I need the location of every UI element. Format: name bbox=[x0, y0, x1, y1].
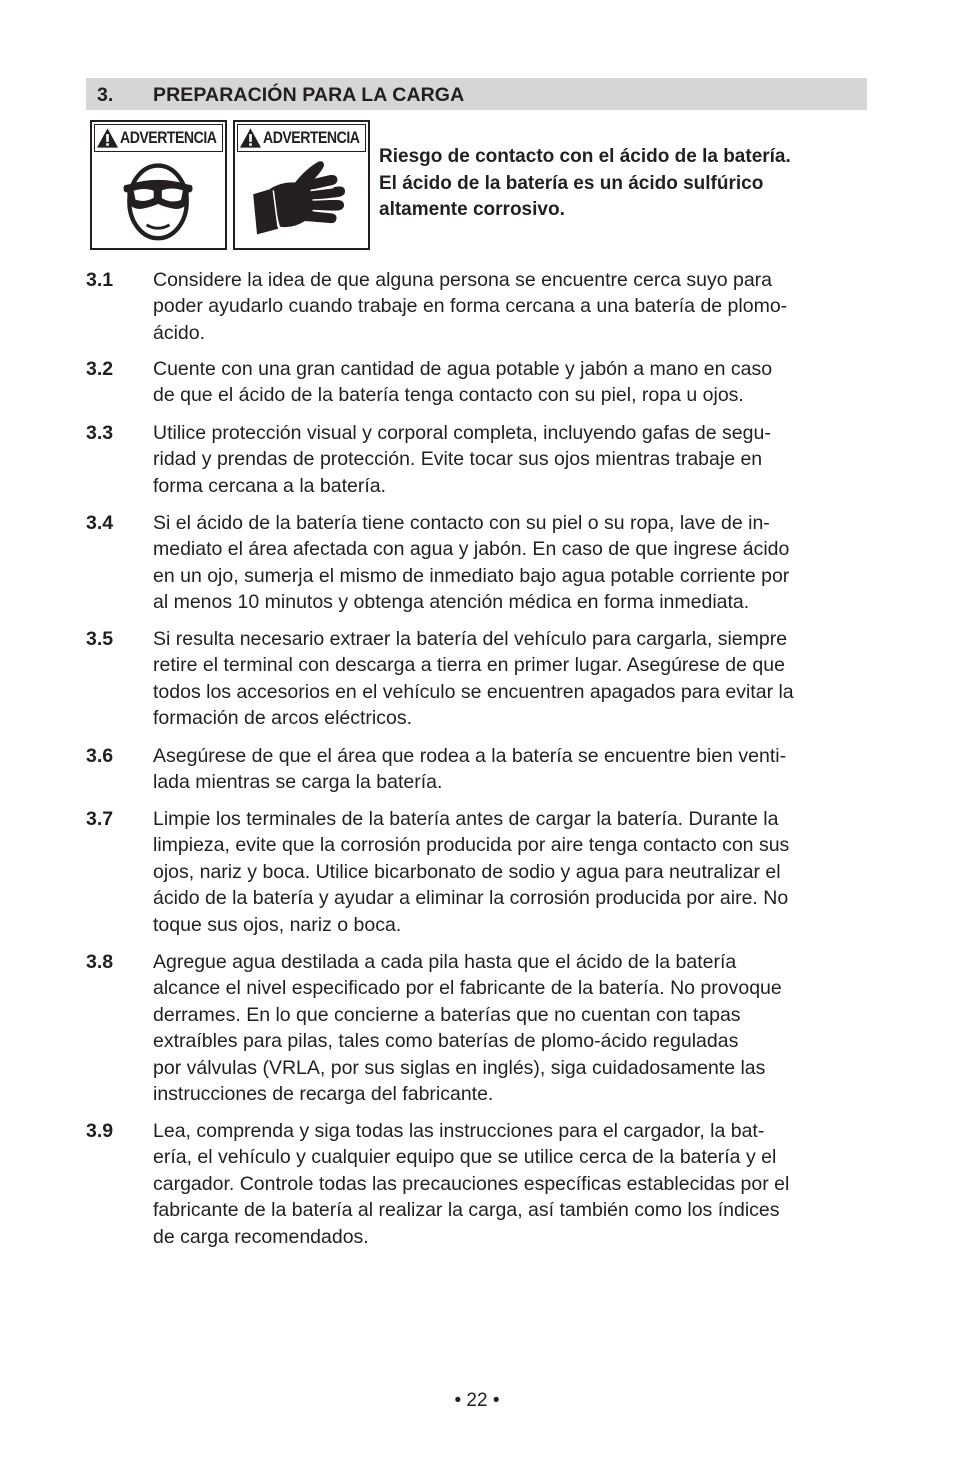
item-line: fabricante de la batería al realizar la carga, así también como los índices bbox=[153, 1199, 780, 1222]
item-line: Si el ácido de la batería tiene contacto con su piel o su ropa, lave de in- bbox=[153, 512, 770, 534]
section-title: PREPARACIÓN PARA LA CARGA bbox=[153, 84, 465, 106]
item-number: 3.6 bbox=[86, 745, 114, 767]
item-number: 3.1 bbox=[86, 269, 114, 291]
item-line: forma cercana a la batería. bbox=[153, 474, 387, 497]
item-line: poder ayudarlo cuando trabaje en forma cercana a una batería de plomo- bbox=[153, 295, 788, 318]
section-header bbox=[86, 78, 867, 110]
warning-message bbox=[379, 144, 869, 224]
item-line: todos los accesorios en el vehículo se encuentren apagados para evitar la bbox=[153, 680, 794, 703]
item-line: extraíbles para pilas, tales como baterías de plomo-ácido reguladas bbox=[153, 1030, 739, 1053]
item-number: 3.4 bbox=[86, 512, 114, 534]
item-line: Cuente con una gran cantidad de agua potable y jabón a mano en caso bbox=[153, 358, 773, 380]
item-number: 3.3 bbox=[86, 422, 114, 444]
warning-label bbox=[94, 124, 223, 152]
item-number: 3.9 bbox=[86, 1120, 114, 1142]
warning-label-text: ADVERTENCIA bbox=[120, 128, 217, 147]
item-line: Agregue agua destilada a cada pila hasta que el ácido de la batería bbox=[153, 951, 737, 973]
item-line: Asegúrese de que el área que rodea a la batería se encuentre bien venti- bbox=[153, 745, 787, 767]
item-line: Limpie los terminales de la batería antes de cargar la batería. Durante la bbox=[153, 808, 779, 830]
warning-message-line: altamente corrosivo. bbox=[379, 199, 565, 220]
item-number: 3.2 bbox=[86, 358, 114, 380]
warning-message-line: Riesgo de contacto con el ácido de la batería. bbox=[379, 146, 791, 167]
item-line: en un ojo, sumerja el mismo de inmediato bajo agua potable corriente por bbox=[153, 564, 790, 587]
item-line: al menos 10 minutos y obtenga atención médica en forma inmediata. bbox=[153, 591, 750, 614]
item-line: ridad y prendas de protección. Evite tocar sus ojos mientras trabaje en bbox=[153, 448, 763, 471]
item-line: mediato el área afectada con agua y jabón. En caso de que ingrese ácido bbox=[153, 538, 790, 561]
item-line: por válvulas (VRLA, por sus siglas en inglés), siga cuidadosamente las bbox=[153, 1056, 766, 1079]
item-number: 3.7 bbox=[86, 808, 114, 830]
item-line: retire el terminal con descarga a tierra en primer lugar. Asegúrese de que bbox=[153, 654, 785, 677]
item-line: derrames. En lo que concierne a baterías que no cuentan con tapas bbox=[153, 1003, 741, 1026]
item-number: 3.5 bbox=[86, 628, 114, 650]
item-line: ería, el vehículo y cualquier equipo que se utilice cerca de la batería y el bbox=[153, 1146, 777, 1169]
safety-goggles-icon bbox=[92, 156, 225, 244]
item-line: Lea, comprenda y siga todas las instrucciones para el cargador, la bat- bbox=[153, 1120, 765, 1142]
item-line: instrucciones de recarga del fabricante. bbox=[153, 1083, 494, 1106]
item-line: cargador. Controle todas las precauciones específicas establecidas por el bbox=[153, 1172, 790, 1195]
item-line: lada mientras se carga la batería. bbox=[153, 771, 443, 794]
item-line: de que el ácido de la batería tenga contacto con su piel, ropa u ojos. bbox=[153, 384, 744, 407]
item-line: ácido de la batería y ayudar a eliminar la corrosión producida por aire. No bbox=[153, 887, 789, 910]
page-number: • 22 • bbox=[454, 1390, 500, 1411]
warning-message-line: El ácido de la batería es un ácido sulfúrico bbox=[379, 172, 764, 194]
item-line: toque sus ojos, nariz o boca. bbox=[153, 913, 402, 936]
item-line: alcance el nivel especificado por el fabricante de la batería. No provoque bbox=[153, 977, 782, 1000]
warning-label bbox=[237, 124, 366, 152]
warning-box-goggles bbox=[90, 120, 227, 250]
item-line: de carga recomendados. bbox=[153, 1225, 369, 1248]
item-line: ácido. bbox=[153, 321, 206, 344]
item-line: Si resulta necesario extraer la batería del vehículo para cargarla, siempre bbox=[153, 628, 788, 650]
item-line: Considere la idea de que alguna persona se encuentre cerca suyo para bbox=[153, 269, 773, 291]
item-line: Utilice protección visual y corporal completa, incluyendo gafas de segu- bbox=[153, 422, 771, 444]
protective-glove-icon bbox=[235, 156, 368, 244]
warning-label-text: ADVERTENCIA bbox=[263, 128, 360, 147]
section-number: 3. bbox=[97, 84, 114, 106]
item-line: limpieza, evite que la corrosión producida por aire tenga contacto con sus bbox=[153, 834, 790, 857]
warning-triangle-icon bbox=[239, 127, 262, 149]
item-number: 3.8 bbox=[86, 951, 114, 973]
item-line: ojos, nariz y boca. Utilice bicarbonato de sodio y agua para neutralizar el bbox=[153, 860, 781, 883]
warning-box-glove bbox=[233, 120, 370, 250]
warning-triangle-icon bbox=[96, 127, 119, 149]
item-line: formación de arcos eléctricos. bbox=[153, 707, 413, 730]
